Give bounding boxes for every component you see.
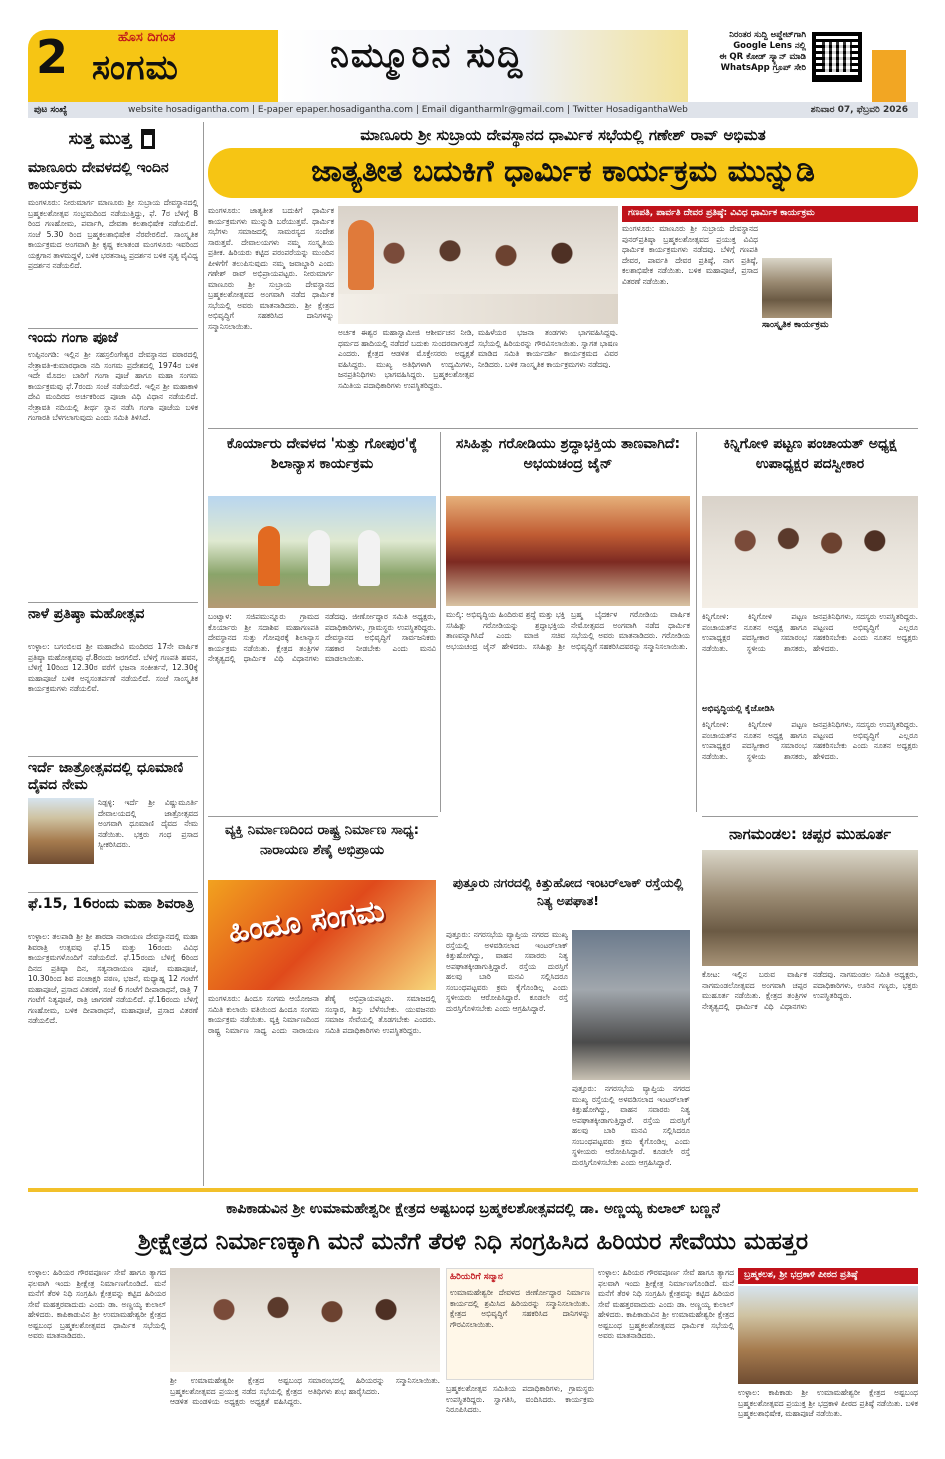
brand-name: ಸಂಗಮ <box>92 48 179 88</box>
decorative-orange-block <box>872 50 906 102</box>
bottom-side-photo <box>738 1286 918 1384</box>
divider <box>208 428 918 429</box>
nagamandala-body: ಕೋಟ: ಇಲ್ಲಿನ ಬರುವ ವಾರ್ಷಿಕ ನಾಗಮಂಡಲೋತ್ಸವದ ಅಂಗವಾಗಿ ಚಪ್ಪರ ಮುಹೂರ್ತ ನಡೆಯಿತು. ಕ್ಷೇತ್ರದ ತಂತ್ರಿಗಳ ನೇತೃತ್ವದಲ್ಲಿ ಧಾರ್ಮಿಕ ವಿಧಿ ವಿಧಾನಗಳು ನಡೆದವು. ನಾಗಮಂಡಲ ಸಮಿತಿ ಅಧ್ಯಕ್ಷರು, ಪದಾಧಿಕಾರಿಗಳು, ಊರಿನ ಗಣ್ಯರು, ಭಕ್ತರು ಉಪಸ್ಥಿತರಿದ್ದರು. <box>702 970 918 1011</box>
divider <box>28 602 198 603</box>
section-separator <box>28 1188 918 1192</box>
top-story-kicker: ಮಾಣೂರು ಶ್ರೀ ಸುಬ್ರಾಯ ದೇವಸ್ಥಾನದ ಧಾರ್ಮಿಕ ಸಭೆಯಲ್ಲಿ ಗಣೇಶ್ ರಾವ್ ಅಭಿಮತ <box>360 126 766 144</box>
honor-box-body: ಉಮಾಮಹೇಶ್ವರೀ ದೇವಳದ ಜೀರ್ಣೋದ್ಧಾರ ನಿರ್ಮಾಣ ಕಾರ್ಯದಲ್ಲಿ ಶ್ರಮಿಸಿದ ಹಿರಿಯರನ್ನು ಸನ್ಮಾನಿಸಲಾಯಿತು. ಕ್ಷೇತ್ರದ ಅಭಿವೃದ್ಧಿಗೆ ಸಹಕರಿಸಿದ ದಾನಿಗಳನ್ನು ಗೌರವಿಸಲಾಯಿತು. <box>450 1288 590 1329</box>
divider <box>28 756 198 757</box>
puttur-headline: ಪುತ್ತೂರು ನಗರದಲ್ಲಿ ಕಿತ್ತುಹೋದ ಇಂಟರ್‌ಲಾಕ್ ರಸ್ತೆಯಲ್ಲಿ ನಿತ್ಯ ಅಪಘಾತ! <box>452 875 684 908</box>
kinnigoli-subtitle: ಅಭಿವೃದ್ಧಿಯಲ್ಲಿ ಕೈಜೋಡಿಸಿ <box>702 704 775 714</box>
vyakti-body: ಮಂಗಳೂರು: ಹಿಂದೂ ಸಂಗಮ ಆಯೋಜನಾ ಸಮಿತಿ ಕುಲಾಯಿ ವತಿಯಿಂದ ಹಿಂದೂ ಸಂಗಮ ಕಾರ್ಯಕ್ರಮ ನಡೆಯಿತು. ವ್ಯಕ್ತಿ ನಿರ್ಮಾಣದಿಂದ ರಾಷ್ಟ್ರ ನಿರ್ಮಾಣ ಸಾಧ್ಯ ಎಂದು ನಾರಾಯಣ ಶೆಣೈ ಅಭಿಪ್ರಾಯಪಟ್ಟರು. ಸಮಾಜದಲ್ಲಿ ಸಂಸ್ಕಾರ, ಶಿಸ್ತು ಬೆಳೆಸಬೇಕು. ಯುವಜನರು ಸಮಾಜ ಸೇವೆಯಲ್ಲಿ ತೊಡಗಬೇಕು ಎಂದರು. ಸಮಿತಿ ಪದಾಧಿಕಾರಿಗಳು ಉಪಸ್ಥಿತರಿದ್ದರು. <box>208 994 436 1035</box>
poster-text: ಹಿಂದೂ ಸಂಗಮ <box>226 893 387 950</box>
column-divider <box>696 432 697 812</box>
divider <box>28 892 198 893</box>
page-number: 2 <box>36 30 69 84</box>
side-caption-bar: ಗಣಪತಿ, ಪಾರ್ವತಿ ದೇವರ ಪ್ರತಿಷ್ಠೆ: ವಿವಿಧ ಧಾರ್ಮಿಕ ಕಾರ್ಯಕ್ರಮ <box>622 206 918 222</box>
column-divider <box>203 122 204 1186</box>
section-label: ಪುಟ ಸಂಖ್ಯೆ <box>34 105 68 115</box>
side-story-body: ಮಂಗಳೂರು: ಮಾಣೂರು ಶ್ರೀ ಸುಬ್ರಾಯ ದೇವಸ್ಥಾನದ ಪುನರ್‌ಪ್ರತಿಷ್ಠಾ ಬ್ರಹ್ಮಕಲಶೋತ್ಸವದ ಪ್ರಯುಕ್ತ ವಿವಿಧ ಧಾರ್ಮಿಕ ಕಾರ್ಯಕ್ರಮಗಳು ನಡೆದವು. ಬೆಳಿಗ್ಗೆ ಗಣಪತಿ ದೇವರ, ಪಾರ್ವತಿ ದೇವರ ಪ್ರತಿಷ್ಠೆ, ನಾಗ ಪ್ರತಿಷ್ಠೆ, ಕಲಶಾಭಿಷೇಕ ನಡೆಯಿತು. ಬಳಿಕ ಮಹಾಪೂಜೆ, ಪ್ರಸಾದ ವಿತರಣೆ ನಡೆಯಿತು. <box>622 224 758 286</box>
top-story-body: ಮಂಗಳೂರು: ಜಾತ್ಯತೀತ ಬದುಕಿಗೆ ಧಾರ್ಮಿಕ ಕಾರ್ಯಕ್ರಮಗಳು ಮುನ್ನುಡಿ ಬರೆಯುತ್ತವೆ. ಧಾರ್ಮಿಕ ಸಭೆಗಳು ಸಮಾಜದಲ್ಲಿ ಸಾಮರಸ್ಯದ ಸಂದೇಶ ಸಾರುತ್ತವೆ. ದೇವಾಲಯಗಳು ನಮ್ಮ ಸಂಸ್ಕೃತಿಯ ಪ್ರತೀಕ. ಹಿರಿಯರು ಕಟ್ಟಿದ ಪರಂಪರೆಯನ್ನು ಮುಂದಿನ ಪೀಳಿಗೆಗೆ ತಲುಪಿಸುವುದು ನಮ್ಮ ಜವಾಬ್ದಾರಿ ಎಂದು ಗಣೇಶ್ ರಾವ್ ಅಭಿಪ್ರಾಯಪಟ್ಟರು. ನೀರುಮಾರ್ಗ ಮಾಣೂರು ಶ್ರೀ ಸುಬ್ರಾಯ ದೇವಸ್ಥಾನದ ಬ್ರಹ್ಮಕಲಶೋತ್ಸವದ ಅಂಗವಾಗಿ ನಡೆದ ಧಾರ್ಮಿಕ ಸಭೆಯಲ್ಲಿ ಅವರು ಮಾತನಾಡಿದರು. ಶ್ರೀ ಕ್ಷೇತ್ರದ ಅಭಿವೃದ್ಧಿಗೆ ಸಹಕರಿಸಿದ ದಾನಿಗಳನ್ನು ಸನ್ಮಾನಿಸಲಾಯಿತು. <box>208 206 334 331</box>
column-divider <box>440 432 441 812</box>
brand-top-label: ಹೊಸ ದಿಗಂತ <box>118 30 176 45</box>
bottom-story-body: ಉಳ್ಳಾಲ: ಹಿರಿಯರ ಗೌರವಪೂರ್ಣ ಸೇವೆ ಹಾಗೂ ತ್ಯಾಗದ ಫಲವಾಗಿ ಇಂದು ಶ್ರೀಕ್ಷೇತ್ರ ನಿರ್ಮಾಣಗೊಂಡಿದೆ. ಮನೆ ಮನೆಗೆ ತೆರಳಿ ನಿಧಿ ಸಂಗ್ರಹಿಸಿ ಕ್ಷೇತ್ರವನ್ನು ಕಟ್ಟಿದ ಹಿರಿಯರ ಸೇವೆ ಮಹತ್ತರವಾದುದು ಎಂದು ಡಾ. ಅಣ್ಣಯ್ಯ ಕುಲಾಲ್ ಹೇಳಿದರು. ಕಾಪಿಕಾಡುವಿನ ಶ್ರೀ ಉಮಾಮಹೇಶ್ವರೀ ಕ್ಷೇತ್ರದ ಅಷ್ಟಬಂಧ ಬ್ರಹ್ಮಕಲಶೋತ್ಸವದ ಧಾರ್ಮಿಕ ಸಭೆಯಲ್ಲಿ ಅವರು ಮಾತನಾಡಿದರು. <box>28 1268 166 1340</box>
top-story-photo <box>338 206 618 324</box>
sasihithlu-body: ಮುಲ್ಕಿ: ಅಭಿವೃದ್ಧಿಯ ಹಿಂದಿರುವ ಶ್ರದ್ಧೆ ಮತ್ತು ಭಕ್ತಿ ಸಸಿಹಿತ್ಲು ಗರೋಡಿಯನ್ನು ಶ್ರದ್ಧಾಭಕ್ತಿಯ ತಾಣವನ್ನಾಗಿಸಿದೆ ಎಂದು ಮಾಜಿ ಸಚಿವ ಅಭಯಚಂದ್ರ ಜೈನ್ ಹೇಳಿದರು. ಸಸಿಹಿತ್ಲು ಶ್ರೀ ಬ್ರಹ್ಮ ಬೈದರ್ಕಳ ಗರೋಡಿಯ ವಾರ್ಷಿಕ ನೇಮೋತ್ಸವದ ಅಂಗವಾಗಿ ನಡೆದ ಧಾರ್ಮಿಕ ಸಭೆಯಲ್ಲಿ ಅವರು ಮಾತನಾಡಿದರು. ಗರೋಡಿಯ ಅಭಿವೃದ್ಧಿಗೆ ಸಹಕರಿಸಿದವರನ್ನು ಸನ್ಮಾನಿಸಲಾಯಿತು. <box>446 610 690 651</box>
bottom-story-body: ಶ್ರೀ ಉಮಾಮಹೇಶ್ವರೀ ಕ್ಷೇತ್ರದ ಅಷ್ಟಬಂಧ ಬ್ರಹ್ಮಕಲಶೋತ್ಸವದ ಪ್ರಯುಕ್ತ ನಡೆದ ಸಭೆಯಲ್ಲಿ ಕ್ಷೇತ್ರದ ಆಡಳಿತ ಮಂಡಳಿಯ ಅಧ್ಯಕ್ಷರು ಅಧ್ಯಕ್ಷತೆ ವಹಿಸಿದ್ದರು. ಸಮಾರಂಭದಲ್ಲಿ ಹಿರಿಯರನ್ನು ಸನ್ಮಾನಿಸಲಾಯಿತು. ಅತಿಥಿಗಳು ಶುಭ ಹಾರೈಸಿದರು. <box>170 1376 440 1406</box>
masthead <box>0 0 945 102</box>
vyakti-photo <box>208 880 436 990</box>
contact-links[interactable]: website hosadiganthа.com | E-paper epaper.hosadigantha.com | Email digantharmlr@gmail.com | Twitter HosadiganthaWeb <box>128 105 688 115</box>
pillar-icon <box>141 129 155 149</box>
bottom-side-body: ಉಳ್ಳಾಲ: ಕಾಪಿಕಾಡು ಶ್ರೀ ಉಮಾಮಹೇಶ್ವರೀ ಕ್ಷೇತ್ರದ ಅಷ್ಟಬಂಧ ಬ್ರಹ್ಮಕಲಶೋತ್ಸವದ ಪ್ರಯುಕ್ತ ಶ್ರೀ ಭದ್ರಕಾಳಿ ಪೀಠದ ಪ್ರತಿಷ್ಠೆ ನಡೆಯಿತು. ಬಳಿಕ ಬ್ರಹ್ಮಕಲಶಾಭಿಷೇಕ, ಮಹಾಪೂಜೆ ನಡೆಯಿತು. <box>738 1388 918 1418</box>
item-title: ಮಾಣೂರು ದೇವಳದಲ್ಲಿ ಇಂದಿನ ಕಾರ್ಯಕ್ರಮ <box>28 160 169 193</box>
item-body: ಮಂಗಳೂರು: ನೀರುಮಾರ್ಗ ಮಾಣೂರು ಶ್ರೀ ಸುಬ್ರಾಯ ದೇವಸ್ಥಾನದಲ್ಲಿ ಬ್ರಹ್ಮಕಲಶೋತ್ಸವ ಸಂಭ್ರಮದಿಂದ ನಡೆಯುತ್ತಿದ್ದು, ಫೆ. 7ರ ಬೆಳಿಗ್ಗೆ 8 ರಿಂದ ಗಣಹೋಮ, ಪರ್ವಾಗಿ, ದೇವತಾ ಕಲಶಾಭಿಷೇಕ ನಡೆಯಲಿದೆ. ಸಂಜೆ 5.30 ರಿಂದ ಬ್ರಹ್ಮಕಲಶಾಭಿಷೇಕ ನೆರವೇರಲಿದೆ. ಸಾಂಸ್ಕೃತಿಕ ಕಾರ್ಯಕ್ರಮದ ಅಂಗವಾಗಿ ಶ್ರೀ ಕೃಷ್ಣ ಕಲಾತಂಡ ಮಂಗಳೂರು ಇವರಿಂದ ಯಕ್ಷಗಾನ ತಾಳಮದ್ದಳೆ, ಬಳಿಕ ಭರತನಾಟ್ಯ ಪ್ರದರ್ಶನ ಬಳಿಕ ನೃತ್ಯ ವೈವಿಧ್ಯ ಪ್ರದರ್ಶನ ನಡೆಯಲಿದೆ. <box>28 198 198 270</box>
bottom-story-photo <box>170 1268 440 1372</box>
qr-promo-line: Google Lens ನಲ್ಲಿ <box>733 41 806 51</box>
puttur-body: ಪುತ್ತೂರು: ನಗರಸಭೆಯ ವ್ಯಾಪ್ತಿಯ ನಗರದ ಮುಖ್ಯ ರಸ್ತೆಯಲ್ಲಿ ಅಳವಡಿಸಲಾದ ಇಂಟರ್‌ಲಾಕ್ ಕಿತ್ತುಹೋಗಿದ್ದು, ವಾಹನ ಸವಾರರು ನಿತ್ಯ ಅಪಘಾತಕ್ಕೀಡಾಗುತ್ತಿದ್ದಾರೆ. ರಸ್ತೆಯ ದುರಸ್ತಿಗೆ ಹಲವು ಬಾರಿ ಮನವಿ ಸಲ್ಲಿಸಿದರೂ ಸಂಬಂಧಪಟ್ಟವರು ಕ್ರಮ ಕೈಗೊಂಡಿಲ್ಲ ಎಂದು ಸ್ಥಳೀಯರು ಆರೋಪಿಸಿದ್ದಾರೆ. ಕೂಡಲೇ ರಸ್ತೆ ದುರಸ್ತಿಗೊಳಿಸಬೇಕು ಎಂದು ಆಗ್ರಹಿಸಿದ್ದಾರೆ. <box>446 930 568 1013</box>
side-story-subtitle: ಸಾಂಸ್ಕೃತಿಕ ಕಾರ್ಯಕ್ರಮ <box>762 320 829 330</box>
left-column <box>28 120 200 1188</box>
divider <box>28 328 198 329</box>
vyakti-headline: ವ್ಯಕ್ತಿ ನಿರ್ಮಾಣದಿಂದ ರಾಷ್ಟ್ರ ನಿರ್ಮಾಣ ಸಾಧ್ಯ: ನಾರಾಯಣ ಶೆಣೈ ಅಭಿಪ್ರಾಯ <box>225 822 419 858</box>
koryaru-photo <box>208 496 436 608</box>
person-figure <box>258 526 280 586</box>
bottom-side-caption: ಬ್ರಹ್ಮಕಲಶ, ಶ್ರೀ ಭದ್ರಕಾಳಿ ಪೀಠದ ಪ್ರತಿಷ್ಠೆ <box>738 1268 918 1284</box>
item-title: ಇರ್ದೆ ಜಾತ್ರೋತ್ಸವದಲ್ಲಿ ಧೂಮಾಣಿ ದೈವದ ನೇಮ <box>28 760 184 793</box>
item-title: ಇಂದು ಗಂಗಾ ಪೂಜೆ <box>28 330 118 346</box>
item-body: ನಿಡ್ಪಳ್ಳಿ: ಇರ್ದೆ ಶ್ರೀ ವಿಷ್ಣುಮೂರ್ತಿ ದೇವಾಲಯದಲ್ಲಿ ಜಾತ್ರೋತ್ಸವದ ಅಂಗವಾಗಿ ಧೂಮಾಣಿ ದೈವದ ನೇಮ ನಡೆಯಿತು. ಭಕ್ತರು ಗಂಧ ಪ್ರಸಾದ ಸ್ವೀಕರಿಸಿದರು. <box>98 798 198 849</box>
puttur-photo <box>572 930 690 1080</box>
top-story-headline: ಜಾತ್ಯತೀತ ಬದುಕಿಗೆ ಧಾರ್ಮಿಕ ಕಾರ್ಯಕ್ರಮ ಮುನ್ನುಡಿ <box>208 148 918 198</box>
section-heading <box>28 124 200 158</box>
qr-promo-line: ನಿರಂತರ ಸುದ್ದಿ ಅಪ್ಡೇಟ್‌ಗಾಗಿ <box>729 30 806 40</box>
section-heading-text: ಸುತ್ತ ಮುತ್ತ <box>68 129 132 149</box>
kinnigoli-headline: ಕಿನ್ನಿಗೋಳಿ ಪಟ್ಟಣ ಪಂಚಾಯತ್ ಅಧ್ಯಕ್ಷ ಉಪಾಧ್ಯಕ್ಷರ ಪದಸ್ವೀಕಾರ <box>723 436 897 472</box>
qr-promo <box>688 30 918 102</box>
bottom-story-kicker: ಕಾಪಿಕಾಡುವಿನ ಶ್ರೀ ಉಮಾಮಹೇಶ್ವರೀ ಕ್ಷೇತ್ರದ ಅಷ್ಟಬಂಧ ಬ್ರಹ್ಮಕಲಶೋತ್ಸವದಲ್ಲಿ ಡಾ. ಅಣ್ಣಯ್ಯ ಕುಲಾಲ್ ಬಣ್ಣನೆ <box>226 1201 720 1217</box>
info-bar <box>28 102 918 118</box>
bottom-story-headline: ಶ್ರೀಕ್ಷೇತ್ರದ ನಿರ್ಮಾಣಕ್ಕಾಗಿ ಮನೆ ಮನೆಗೆ ತೆರಳಿ ನಿಧಿ ಸಂಗ್ರಹಿಸಿದ ಹಿರಿಯರ ಸೇವೆಯು ಮಹತ್ತರ <box>137 1229 809 1255</box>
kinnigoli-body-cont: ಕಿನ್ನಿಗೋಳಿ: ಕಿನ್ನಿಗೋಳಿ ಪಟ್ಟಣ ಪಂಚಾಯತ್‌ನ ನೂತನ ಅಧ್ಯಕ್ಷ ಹಾಗೂ ಉಪಾಧ್ಯಕ್ಷರ ಪದಸ್ವೀಕಾರ ಸಮಾರಂಭ ನಡೆಯಿತು. ಸ್ಥಳೀಯ ಶಾಸಕರು, ಜನಪ್ರತಿನಿಧಿಗಳು, ಸದಸ್ಯರು ಉಪಸ್ಥಿತರಿದ್ದರು. ಪಟ್ಟಣದ ಅಭಿವೃದ್ಧಿಗೆ ಎಲ್ಲರೂ ಸಹಕರಿಸಬೇಕು ಎಂದು ನೂತನ ಅಧ್ಯಕ್ಷರು ಹೇಳಿದರು. <box>702 720 918 761</box>
qr-promo-line: ಈ QR ಕೋಡ್ ಸ್ಕ್ಯಾನ್ ಮಾಡಿ <box>719 52 806 62</box>
sasihithlu-photo <box>446 496 690 606</box>
bottom-story-body: ಉಳ್ಳಾಲ: ಹಿರಿಯರ ಗೌರವಪೂರ್ಣ ಸೇವೆ ಹಾಗೂ ತ್ಯಾಗದ ಫಲವಾಗಿ ಇಂದು ಶ್ರೀಕ್ಷೇತ್ರ ನಿರ್ಮಾಣಗೊಂಡಿದೆ. ಮನೆ ಮನೆಗೆ ತೆರಳಿ ನಿಧಿ ಸಂಗ್ರಹಿಸಿ ಕ್ಷೇತ್ರವನ್ನು ಕಟ್ಟಿದ ಹಿರಿಯರ ಸೇವೆ ಮಹತ್ತರವಾದುದು ಎಂದು ಡಾ. ಅಣ್ಣಯ್ಯ ಕುಲಾಲ್ ಹೇಳಿದರು. ಕಾಪಿಕಾಡುವಿನ ಶ್ರೀ ಉಮಾಮಹೇಶ್ವರೀ ಕ್ಷೇತ್ರದ ಅಷ್ಟಬಂಧ ಬ್ರಹ್ಮಕಲಶೋತ್ಸವದ ಧಾರ್ಮಿಕ ಸಭೆಯಲ್ಲಿ ಅವರು ಮಾತನಾಡಿದರು. <box>598 1268 734 1340</box>
koryaru-body: ಬಂಟ್ವಾಳ: ಸಜಿಪಮುನ್ನೂರು ಗ್ರಾಮದ ಕೊರ್ಯಾರು ಶ್ರೀ ಸದಾಶಿವ ಮಹಾಗಣಪತಿ ದೇವಸ್ಥಾನದ ಸುತ್ತು ಗೋಪುರಕ್ಕೆ ಶಿಲಾನ್ಯಾಸ ಕಾರ್ಯಕ್ರಮ ನಡೆಯಿತು. ಕ್ಷೇತ್ರದ ತಂತ್ರಿಗಳ ನೇತೃತ್ವದಲ್ಲಿ ಧಾರ್ಮಿಕ ವಿಧಿ ವಿಧಾನಗಳು ನಡೆದವು. ಜೀರ್ಣೋದ್ಧಾರ ಸಮಿತಿ ಅಧ್ಯಕ್ಷರು, ಪದಾಧಿಕಾರಿಗಳು, ಗ್ರಾಮಸ್ಥರು ಉಪಸ್ಥಿತರಿದ್ದರು. ದೇವಸ್ಥಾನದ ಅಭಿವೃದ್ಧಿಗೆ ಸಾರ್ವಜನಿಕರು ಸಹಕಾರ ನೀಡಬೇಕು ಎಂದು ಮನವಿ ಮಾಡಲಾಯಿತು. <box>208 612 436 663</box>
item-body: ಉಳ್ಳಾಲ: ಬಗಂಬಿಲದ ಶ್ರೀ ಮಹಾದೇವಿ ಮಂದಿರದ 17ನೇ ವಾರ್ಷಿಕ ಪ್ರತಿಷ್ಠಾ ಮಹೋತ್ಸವವು ಫೆ.8ರಂದು ಜರಗಲಿದೆ. ಬೆಳಿಗ್ಗೆ ಗಣಪತಿ ಹವನ, ಬೆಳಿಗ್ಗೆ 10ರಿಂದ 12.30ರ ವರೆಗೆ ಭಜನಾ ಸಂಕೀರ್ತನೆ, 12.30ಕ್ಕೆ ಮಹಾಪೂಜೆ ಬಳಿಕ ಅನ್ನಸಂತರ್ಪಣೆ ನಡೆಯಲಿದೆ. ಸಂಜೆ ಸಾಂಸ್ಕೃತಿಕ ಕಾರ್ಯಕ್ರಮಗಳು ನಡೆಯಲಿವೆ. <box>28 642 198 693</box>
sasihithlu-headline: ಸಸಿಹಿತ್ಲು ಗರೋಡಿಯು ಶ್ರದ್ಧಾಭಕ್ತಿಯ ತಾಣವಾಗಿದೆ: ಅಭಯಚಂದ್ರ ಜೈನ್ <box>455 436 681 472</box>
temple-photo <box>28 798 94 864</box>
top-story-body: ಅರ್ಚಕ ಈಶ್ವರ ಮಹಾಸ್ವಾಮೀಜಿ ಆಶೀರ್ವಚನ ನೀಡಿ, ಧರ್ಮದ ಹಾದಿಯಲ್ಲಿ ನಡೆದರೆ ಬದುಕು ಸುಂದರವಾಗುತ್ತದೆ ಎಂದರು. ಕ್ಷೇತ್ರದ ಆಡಳಿತ ಮೊಕ್ತೇಸರರು ಅಧ್ಯಕ್ಷತೆ ವಹಿಸಿದ್ದರು. ಮುಖ್ಯ ಅತಿಥಿಗಳಾಗಿ ಉದ್ಯಮಿಗಳು, ಜನಪ್ರತಿನಿಧಿಗಳು ಭಾಗವಹಿಸಿದ್ದರು. ಬ್ರಹ್ಮಕಲಶೋತ್ಸವ ಸಮಿತಿಯ ಪದಾಧಿಕಾರಿಗಳು ಉಪಸ್ಥಿತರಿದ್ದರು. <box>338 328 474 390</box>
masthead-title: ನಿಮ್ಮೂರಿನ ಸುದ್ದಿ <box>330 36 525 76</box>
nagamandala-headline: ನಾಗಮಂಡಲ: ಚಪ್ಪರ ಮುಹೂರ್ತ <box>728 825 892 843</box>
person-figure <box>358 530 380 586</box>
bottom-story-body: ಬ್ರಹ್ಮಕಲಶೋತ್ಸವ ಸಮಿತಿಯ ಪದಾಧಿಕಾರಿಗಳು, ಗ್ರಾಮಸ್ಥರು ಉಪಸ್ಥಿತರಿದ್ದರು. ಸ್ವಾಗತಿಸಿ, ವಂದಿಸಿದರು. ಕಾರ್ಯಕ್ರಮ ನಿರೂಪಿಸಿದರು. <box>446 1384 594 1414</box>
item-body: ಉಪ್ಪಿನಂಗಡಿ: ಇಲ್ಲಿನ ಶ್ರೀ ಸಹಸ್ರಲಿಂಗೇಶ್ವರ ದೇವಸ್ಥಾನದ ವಠಾರದಲ್ಲಿ ನೇತ್ರಾವತಿ-ಕುಮಾರಧಾರಾ ನದಿ ಸಂಗಮ ಪ್ರದೇಶದಲ್ಲಿ 1974ರ ಬಳಿಕ ಇದೇ ಮೊದಲ ಬಾರಿಗೆ ಗಂಗಾ ಪೂಜೆ ಹಾಗೂ ಮಹಾ ಸಂಗಮ ಕಾರ್ಯಕ್ರಮವು ಫೆ.7ರಂದು ಸಂಜೆ ನಡೆಯಲಿದೆ. ಇಲ್ಲಿನ ಶ್ರೀ ಮಹಾಕಾಳಿ ದೇವಿ ಮಂದಿರದ ಅರ್ಚಕರಿಂದ ಪೂಜಾ ವಿಧಿ ವಿಧಾನ ನಡೆಯಲಿದೆ. ನೇತ್ರಾವತಿ ನದಿಯಲ್ಲಿ ತೀರ್ಥ ಸ್ನಾನ ನಡೆಸಿ ಗಂಗಾ ಪೂಜೆಯ ಬಳಿಕ ಗಂಗಾರತಿ ಬೆಳಗಲಾಗುವುದು ಎಂದು ಸಮಿತಿ ತಿಳಿಸಿದೆ. <box>28 350 198 422</box>
item-title: ನಾಳೆ ಪ್ರತಿಷ್ಠಾ ಮಹೋತ್ಸವ <box>28 606 145 622</box>
idol-photo <box>762 258 832 318</box>
kinnigoli-body: ಕಿನ್ನಿಗೋಳಿ: ಕಿನ್ನಿಗೋಳಿ ಪಟ್ಟಣ ಪಂಚಾಯತ್‌ನ ನೂತನ ಅಧ್ಯಕ್ಷ ಹಾಗೂ ಉಪಾಧ್ಯಕ್ಷರ ಪದಸ್ವೀಕಾರ ಸಮಾರಂಭ ನಡೆಯಿತು. ಸ್ಥಳೀಯ ಶಾಸಕರು, ಜನಪ್ರತಿನಿಧಿಗಳು, ಸದಸ್ಯರು ಉಪಸ್ಥಿತರಿದ್ದರು. ಪಟ್ಟಣದ ಅಭಿವೃದ್ಧಿಗೆ ಎಲ್ಲರೂ ಸಹಕರಿಸಬೇಕು ಎಂದು ನೂತನ ಅಧ್ಯಕ್ಷರು ಹೇಳಿದರು. <box>702 612 918 653</box>
item-body: ಉಳ್ಳಾಲ: ತಲಪಾಡಿ ಶ್ರೀ ಶ್ರೀ ಶಾರದಾ ನಾರಾಯಣ ದೇವಸ್ಥಾನದಲ್ಲಿ ಮಹಾ ಶಿವರಾತ್ರಿ ಉತ್ಸವವು ಫೆ.15 ಮತ್ತು 16ರಂದು ವಿವಿಧ ಕಾರ್ಯಕ್ರಮಗಳೊಂದಿಗೆ ನಡೆಯಲಿದೆ. ಫೆ.15ರಂದು ಬೆಳಿಗ್ಗೆ 6ರಿಂದ ದಿನದ ಪ್ರತಿಷ್ಠಾ ದಿನ, ಸತ್ಯನಾರಾಯಣ ಪೂಜೆ, ಮಹಾಪೂಜೆ, 10.30ರಿಂದ ಶಿವ ಪಂಚಾಕ್ಷರಿ ಪಠಣ, ಭಜನೆ, ಮಧ್ಯಾಹ್ನ 12 ಗಂಟೆಗೆ ಮಹಾಪೂಜೆ, ಪ್ರಸಾದ ವಿತರಣೆ, ಸಂಜೆ 6 ಗಂಟೆಗೆ ದೀಪಾರಾಧನೆ, ರಾತ್ರಿ 7 ಗಂಟೆಗೆ ನಿತ್ಯಪೂಜೆ, ರಾತ್ರಿ ಜಾಗರಣೆ ನಡೆಯಲಿದೆ. ಫೆ.16ರಂದು ಬೆಳಿಗ್ಗೆ ಗಣಹೋಮ, ಬಳಿಕ ದೀಪಾರಾಧನೆ, ಮಹಾಪೂಜೆ, ಪ್ರಸಾದ ವಿತರಣೆ ನಡೆಯಲಿದೆ. <box>28 932 198 1025</box>
honor-box-title: ಹಿರಿಯರಿಗೆ ಸನ್ಮಾನ <box>450 1272 503 1282</box>
qr-code-icon[interactable] <box>812 32 862 82</box>
item-title: ಫೆ.15, 16ರಂದು ಮಹಾ ಶಿವರಾತ್ರಿ <box>28 896 194 912</box>
qr-promo-line: WhatsApp ಗ್ರೂಪ್ ಸೇರಿ <box>720 63 806 73</box>
issue-date: ಶನಿವಾರ 07, ಫೆಬ್ರವರಿ 2026 <box>810 105 908 115</box>
photo-foreground <box>338 294 618 324</box>
puttur-body-cont: ಪುತ್ತೂರು: ನಗರಸಭೆಯ ವ್ಯಾಪ್ತಿಯ ನಗರದ ಮುಖ್ಯ ರಸ್ತೆಯಲ್ಲಿ ಅಳವಡಿಸಲಾದ ಇಂಟರ್‌ಲಾಕ್ ಕಿತ್ತುಹೋಗಿದ್ದು, ವಾಹನ ಸವಾರರು ನಿತ್ಯ ಅಪಘಾತಕ್ಕೀಡಾಗುತ್ತಿದ್ದಾರೆ. ರಸ್ತೆಯ ದುರಸ್ತಿಗೆ ಹಲವು ಬಾರಿ ಮನವಿ ಸಲ್ಲಿಸಿದರೂ ಸಂಬಂಧಪಟ್ಟವರು ಕ್ರಮ ಕೈಗೊಂಡಿಲ್ಲ ಎಂದು ಸ್ಥಳೀಯರು ಆರೋಪಿಸಿದ್ದಾರೆ. ಕೂಡಲೇ ರಸ್ತೆ ದುರಸ್ತಿಗೊಳಿಸಬೇಕು ಎಂದು ಆಗ್ರಹಿಸಿದ್ದಾರೆ. <box>572 1084 690 1167</box>
nagamandala-photo <box>702 850 918 966</box>
divider <box>208 816 438 817</box>
priest-figure <box>348 220 374 290</box>
divider <box>702 816 918 817</box>
kinnigoli-photo <box>702 496 918 608</box>
person-figure <box>308 530 330 586</box>
top-story-body: ಮಹಿಳೆಯರ ಭಜನಾ ತಂಡಗಳು ಭಾಗವಹಿಸಿದ್ದವು. ಸಭೆಯಲ್ಲಿ ಹಿರಿಯರನ್ನು ಗೌರವಿಸಲಾಯಿತು. ಸ್ವಾಗತ ಭಾಷಣ ಮಾಡಿದ ಸಮಿತಿ ಕಾರ್ಯದರ್ಶಿ ಕಾರ್ಯಕ್ರಮದ ವಿವರ ನೀಡಿದರು. ಬಳಿಕ ಸಾಂಸ್ಕೃತಿಕ ಕಾರ್ಯಕ್ರಮಗಳು ನಡೆದವು. <box>478 328 618 369</box>
koryaru-headline: ಕೊರ್ಯಾರು ದೇವಳದ 'ಸುತ್ತು ಗೋಪುರ'ಕ್ಕೆ ಶಿಲಾನ್ಯಾಸ ಕಾರ್ಯಕ್ರಮ <box>226 436 418 472</box>
